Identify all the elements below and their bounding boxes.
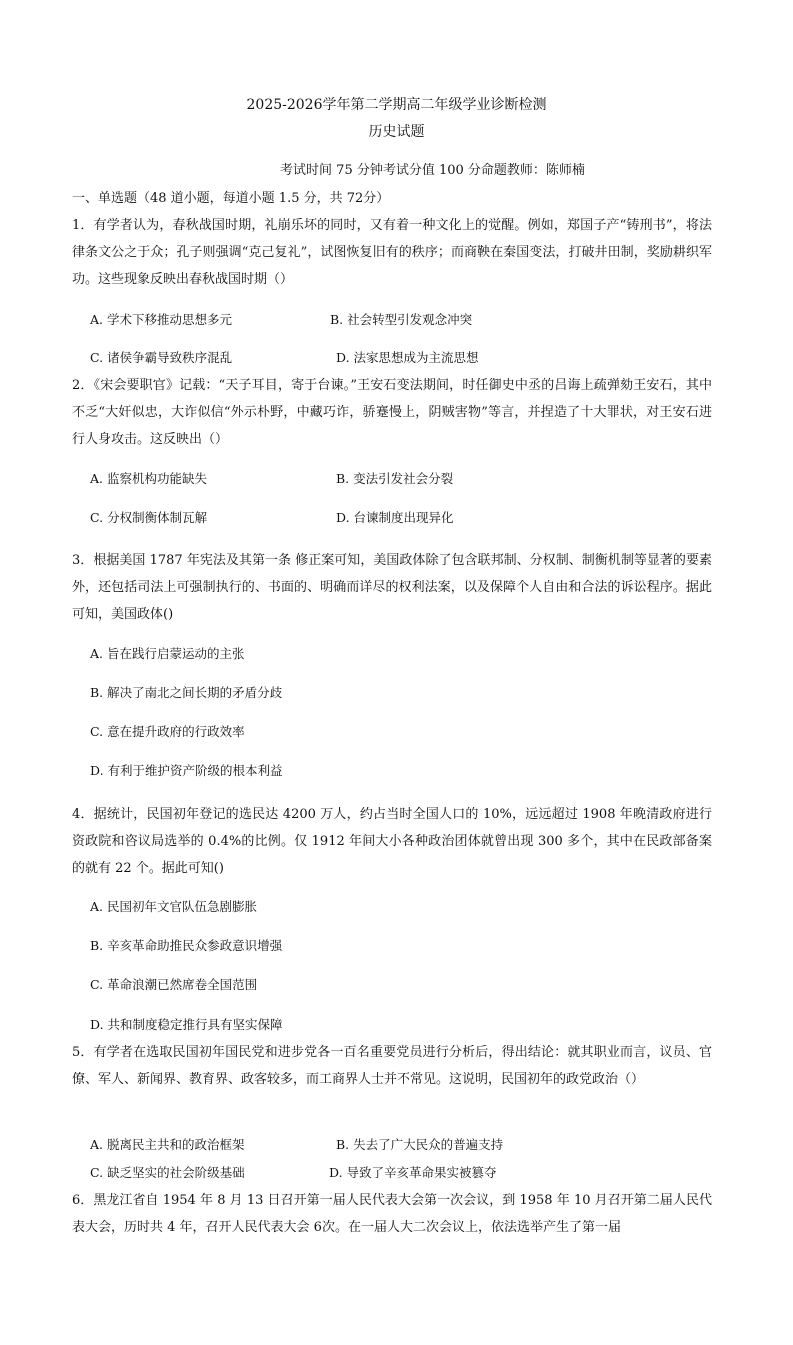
question-4-option-b[interactable]: B. 辛亥革命助推民众参政意识增强 xyxy=(90,938,283,953)
question-1-option-c[interactable]: C. 诸侯争霸导致秩序混乱 xyxy=(90,350,233,365)
question-5-option-a[interactable]: A. 脱离民主共和的政治框架 xyxy=(90,1137,245,1152)
question-2-option-d[interactable]: D. 台谏制度出现异化 xyxy=(336,510,454,525)
question-5-option-b[interactable]: B. 失去了广大民众的普遍支持 xyxy=(336,1137,504,1152)
question-3-option-d[interactable]: D. 有利于维护资产阶级的根本利益 xyxy=(90,763,283,778)
question-2-text: 2．《宋会要职官》记载：“天子耳目，寄于台谏。”王安石变法期间，时任御史中丞的吕诲上疏弹劾王安石，其中不乏“大奸似忠，大诈似信“外示朴野，中藏巧诈，骄蹇慢上，阴贼害物”等言，并捏造了十大罪状，对王安石进行人身攻击。这反映出（） xyxy=(72,378,712,447)
question-6-text: 6．黑龙江省自 1954 年 8 月 13 日召开第一届人民代表大会第一次会议，到 1958 年 10 月召开第二届人民代表大会，历时共 4 年，召开人民代表大会 6次。在一届人大二次会议上，依法选举产生了第一届 xyxy=(72,1193,712,1235)
question-2-option-c[interactable]: C. 分权制衡体制瓦解 xyxy=(90,510,208,525)
question-2-option-b[interactable]: B. 变法引发社会分裂 xyxy=(336,471,454,486)
exam-meta: 考试时间 75 分钟考试分值 100 分命题教师：陈师楠 xyxy=(280,163,585,178)
question-3-option-b[interactable]: B. 解决了南北之间长期的矛盾分歧 xyxy=(90,685,283,700)
question-4-text: 4．据统计，民国初年登记的选民达 4200 万人，约占当时全国人口的 10%，远远超过 1908 年晚清政府进行资政院和咨议局选举的 0.4%的比例。仅 1912 年间大小各种政治团体就曾出现 300 多个，其中在民政部备案的就有 22 个。据此可知() xyxy=(72,807,712,876)
question-5-option-c[interactable]: C. 缺乏坚实的社会阶级基础 xyxy=(90,1165,245,1180)
question-5-option-d[interactable]: D. 导致了辛亥革命果实被篡夺 xyxy=(329,1165,497,1180)
question-3-option-a[interactable]: A. 旨在践行启蒙运动的主张 xyxy=(90,646,245,661)
question-5-text: 5．有学者在选取民国初年国民党和进步党各一百名重要党员进行分析后，得出结论：就其职业而言，议员、官僚、军人、新闻界、教育界、政客较多，而工商界人士并不常见。这说明，民国初年的政党政治（） xyxy=(72,1045,712,1087)
question-4-option-d[interactable]: D. 共和制度稳定推行具有坚实保障 xyxy=(90,1017,283,1032)
question-1-option-d[interactable]: D. 法家思想成为主流思想 xyxy=(336,350,479,365)
question-3-text: 3．根据美国 1787 年宪法及其第一条 修正案可知，美国政体除了包含联邦制、分权制、制衡机制等显著的要素外，还包括司法上可强制执行的、书面的、明确而详尽的权利法案，以及保障个人自由和合法的诉讼程序。据此可知，美国政体() xyxy=(72,553,712,622)
exam-title: 2025-2026学年第二学期高二年级学业诊断检测 xyxy=(246,97,547,113)
question-1-option-a[interactable]: A. 学术下移推动思想多元 xyxy=(90,312,232,327)
section-heading: 一、单选题（48 道小题，每道小题 1.5 分，共 72分） xyxy=(72,191,390,206)
exam-subject: 历史试题 xyxy=(368,124,425,140)
question-3-option-c[interactable]: C. 意在提升政府的行政效率 xyxy=(90,724,245,739)
question-4-option-c[interactable]: C. 革命浪潮已然席卷全国范围 xyxy=(90,977,258,992)
question-1-text: 1．有学者认为，春秋战国时期，礼崩乐坏的同时，又有着一种文化上的觉醒。例如，郑国子产“铸刑书”，将法律条文公之于众；孔子则强调“克己复礼”，试图恢复旧有的秩序；而商鞅在秦国变法，打破井田制，奖励耕织军功。这些现象反映出春秋战国时期（） xyxy=(72,218,712,287)
question-4-option-a[interactable]: A. 民国初年文官队伍急剧膨胀 xyxy=(90,899,257,914)
question-2-option-a[interactable]: A. 监察机构功能缺失 xyxy=(90,471,207,486)
question-1-option-b[interactable]: B. 社会转型引发观念冲突 xyxy=(330,312,473,327)
